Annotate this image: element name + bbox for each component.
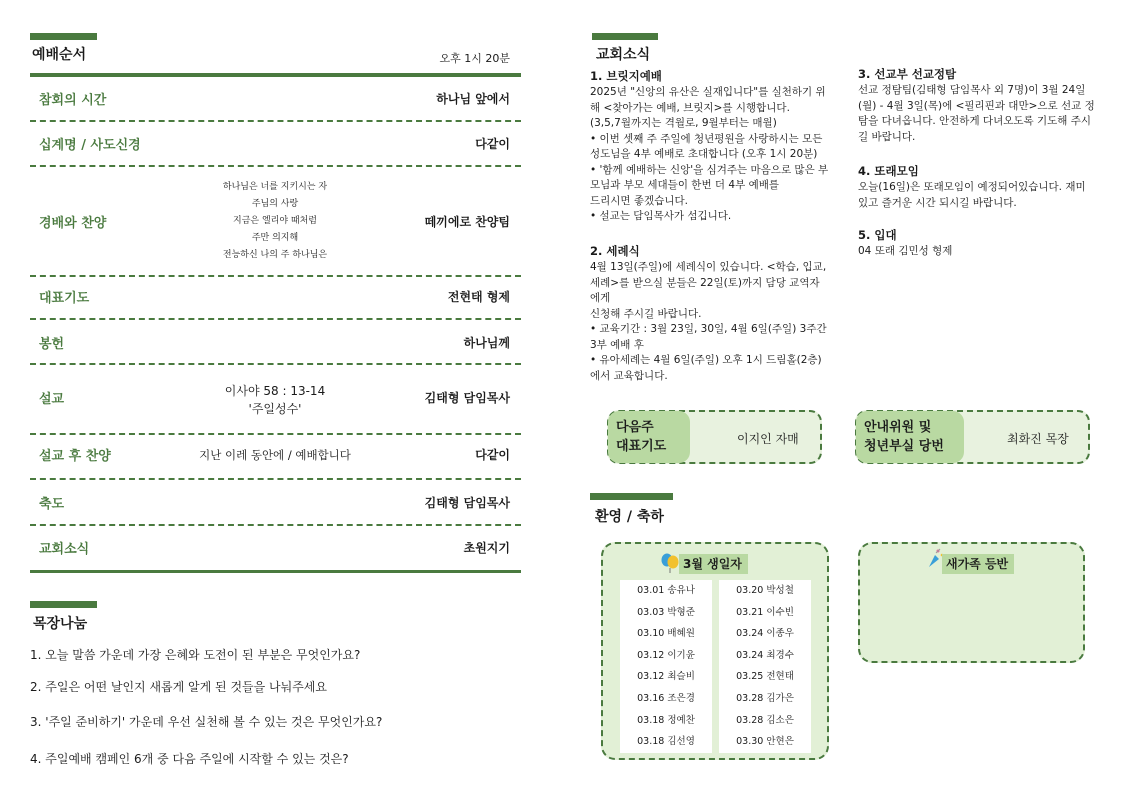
new-family-title: 새가족 등반 — [942, 554, 1014, 574]
next-prayer-person: 이지인 자매 — [737, 432, 799, 446]
order-row-leader: 전현태 형제 — [447, 290, 510, 304]
news-line: (월) - 4월 3일(목)에 <필리핀과 대만>으로 선교 정 — [858, 99, 1095, 112]
next-prayer-label-line: 대표기도 — [616, 439, 667, 454]
news-line: (3,5,7월까지는 격월로, 9월부터는 매월) — [590, 117, 777, 129]
service-time: 오후 1시 20분 — [439, 52, 510, 65]
news-line: 길 바랍니다. — [858, 130, 916, 143]
order-row-label: 십계명 / 사도신경 — [39, 138, 141, 153]
birthday-entry: 03.18 김선영 — [637, 736, 695, 748]
order-row-label: 설교 — [39, 392, 65, 407]
usher-duty-label-line: 안내위원 및 — [864, 420, 932, 435]
praise-song: 하나님은 너를 지키시는 자 — [222, 182, 328, 192]
news-line: 3부 예배 후 — [590, 338, 644, 351]
order-row-leader: 김태형 담임목사 — [424, 496, 510, 510]
order-row-label: 교회소식 — [39, 542, 90, 557]
news-line: 오늘(16일)은 또래모임이 예정되어있습니다. 재미 — [858, 181, 1086, 193]
birthday-entry: 03.12 이기윤 — [637, 649, 695, 661]
news-item-baptism — [590, 243, 840, 384]
order-row-leader: 떼끼에로 찬양팀 — [424, 215, 510, 229]
birthday-entry: 03.24 이종우 — [736, 628, 794, 640]
order-row-label: 대표기도 — [39, 291, 90, 306]
news-line: • 이번 셋째 주 주일에 청년평원을 사랑하시는 모든 — [590, 132, 823, 145]
news-line: 에서 교육합니다. — [590, 369, 668, 382]
order-row-leader: 하나님 앞에서 — [436, 92, 510, 106]
news-item-title: 2. 세례식 — [590, 244, 640, 258]
discussion-question: 4. 주일예배 캠페인 6개 중 다음 주일에 시작할 수 있는 것은? — [30, 752, 349, 766]
order-bottom-rule — [30, 570, 521, 573]
news-line: 세례>를 받으실 분들은 22일(토)까지 담당 교역자 — [590, 276, 820, 289]
welcome-heading: 환영 / 축하 — [595, 509, 664, 525]
order-row-label: 참회의 시간 — [39, 93, 107, 108]
news-item-title: 4. 또래모임 — [858, 164, 919, 178]
news-item-mission-trip — [858, 66, 1108, 145]
birthday-list-left — [620, 580, 712, 753]
news-line: 있고 즐거운 시간 되시길 바랍니다. — [858, 196, 1017, 209]
news-line: • '함께 예배하는 신앙'을 심겨주는 마음으로 많은 부 — [590, 163, 829, 176]
order-row-offering — [30, 320, 521, 365]
news-line: • 교육기간 : 3월 23일, 30일, 4월 6일(주일) 3주간 — [590, 323, 827, 335]
discussion-question: 3. '주일 준비하기' 가운데 우선 실천해 볼 수 있는 것은 무엇인가요? — [30, 715, 383, 729]
order-row-label: 봉헌 — [39, 337, 65, 352]
discussion-question: 2. 주일은 어떤 날인지 새롭게 알게 된 것들을 나눠주세요 — [30, 680, 327, 694]
new-family-box — [858, 542, 1085, 663]
news-line: 에게 — [590, 292, 611, 304]
next-prayer-label — [608, 411, 690, 463]
news-item-bridge-worship — [590, 68, 840, 225]
order-row-benediction — [30, 480, 521, 526]
welcome-heading-tab — [590, 493, 673, 500]
news-item-peer-meeting — [858, 163, 1108, 211]
news-item-title: 3. 선교부 선교정탐 — [858, 67, 957, 81]
order-row-news — [30, 526, 521, 570]
birthday-entry: 03.28 김가은 — [736, 692, 794, 704]
usher-duty-label — [856, 411, 964, 463]
birthday-entry: 03.20 박성철 — [736, 585, 794, 596]
closing-hymn: 지난 이레 동안에 / 예배합니다 — [199, 448, 351, 462]
birthday-entry: 03.03 박형준 — [637, 606, 695, 618]
group-heading: 목장나눔 — [33, 616, 88, 632]
order-heading: 예배순서 — [32, 47, 87, 63]
birthday-entry: 03.01 송유나 — [637, 585, 695, 596]
next-prayer-box — [607, 410, 822, 464]
order-heading-tab — [30, 33, 97, 40]
order-row-label: 축도 — [39, 497, 65, 512]
birthday-entry: 03.25 전현태 — [736, 671, 794, 683]
birthday-entry: 03.18 정예찬 — [637, 714, 695, 726]
praise-song: 지금은 엘리야 때처럼 — [233, 216, 317, 226]
news-line: 신청해 주시길 바랍니다. — [590, 307, 702, 320]
birthday-list-right — [719, 580, 811, 753]
next-prayer-label-line: 다음주 — [616, 420, 654, 435]
birthday-entry: 03.21 이수빈 — [736, 606, 794, 618]
order-row-leader: 김태형 담임목사 — [424, 391, 510, 405]
birthday-box — [601, 542, 829, 760]
birthday-title: 3월 생일자 — [679, 554, 748, 574]
sermon-passage: 이사야 58 : 13-14 — [224, 384, 326, 398]
order-row-leader: 다같이 — [475, 448, 510, 462]
news-line: 모님과 부모 세대들이 한번 더 4부 예배를 — [590, 179, 779, 191]
praise-song-list — [170, 179, 380, 264]
order-row-prayer — [30, 277, 521, 320]
group-heading-tab — [30, 601, 97, 608]
news-line: 04 또래 김민성 형제 — [858, 245, 953, 257]
sermon-title: '주일성수' — [248, 402, 302, 416]
news-line: 2025년 "신앙의 유산은 실재입니다"를 실천하기 위 — [590, 86, 826, 98]
order-row-praise — [30, 167, 521, 277]
discussion-question: 1. 오늘 말씀 가운데 가장 은혜와 도전이 된 부분은 무엇인가요? — [30, 648, 361, 662]
balloon-icon — [659, 552, 681, 574]
news-line: 탐을 다녀옵니다. 안전하게 다녀오도록 기도해 주시 — [858, 115, 1092, 127]
news-item-title: 5. 입대 — [858, 228, 897, 242]
order-row-confession — [30, 77, 521, 122]
order-row-label: 설교 후 찬양 — [39, 449, 111, 464]
news-line: 드리시면 좋겠습니다. — [590, 194, 688, 207]
order-row-sermon — [30, 365, 521, 435]
praise-song: 전능하신 나의 주 하나님은 — [222, 250, 328, 260]
news-heading: 교회소식 — [596, 47, 651, 63]
news-line: • 설교는 담임목사가 섬깁니다. — [590, 210, 732, 222]
news-line: • 유아세례는 4월 6일(주일) 오후 1시 드림홀(2층) — [590, 354, 822, 366]
news-line: 해 <찾아가는 예배, 브릿지>를 시행합니다. — [590, 101, 790, 114]
praise-song: 주님의 사랑 — [251, 199, 299, 209]
order-row-creed — [30, 122, 521, 167]
news-line: 선교 정탐팀(김태형 담임목사 외 7명)이 3월 24일 — [858, 84, 1086, 96]
order-row-leader: 하나님께 — [463, 336, 510, 350]
birthday-entry: 03.24 최경수 — [736, 649, 794, 661]
birthday-entry: 03.30 안현은 — [736, 736, 794, 748]
order-row-label: 경배와 찬양 — [39, 216, 107, 231]
order-row-leader: 초원지기 — [463, 541, 510, 555]
news-heading-tab — [592, 33, 658, 40]
birthday-entry: 03.10 배혜원 — [637, 628, 695, 640]
order-row-leader: 다같이 — [475, 137, 510, 151]
praise-song: 주만 의지해 — [251, 233, 299, 243]
usher-duty-box — [855, 410, 1090, 464]
usher-duty-group: 최화진 목장 — [1007, 432, 1069, 446]
news-item-enlistment — [858, 227, 1108, 260]
usher-duty-label-line: 청년부실 당번 — [864, 439, 944, 454]
birthday-entry: 03.12 최슬비 — [637, 671, 695, 683]
order-row-closing-hymn — [30, 435, 521, 480]
birthday-entry: 03.28 김소은 — [736, 714, 794, 726]
news-line: 성도님을 4부 예배로 초대합니다 (오후 1시 20분) — [590, 148, 818, 160]
news-line: 4월 13일(주일)에 세례식이 있습니다. <학습, 입교, — [590, 261, 827, 273]
news-item-title: 1. 브릿지예배 — [590, 69, 662, 83]
birthday-entry: 03.16 조은경 — [637, 692, 695, 704]
